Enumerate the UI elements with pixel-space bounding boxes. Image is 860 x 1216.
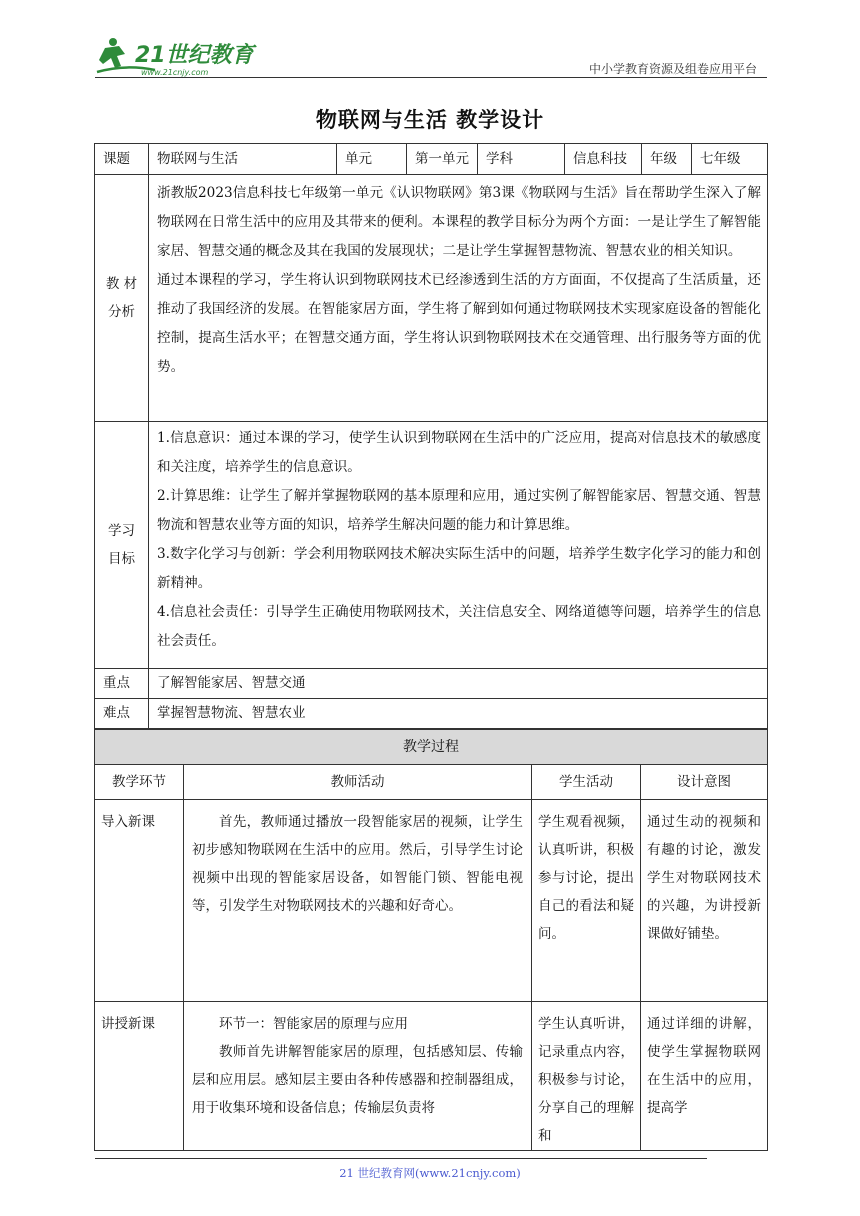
design-intent: 通过详细的讲解，使学生掌握物联网在生活中的应用，提高学 — [641, 1002, 768, 1151]
process-header-row — [95, 765, 768, 800]
teacher-activity: 首先，教师通过播放一段智能家居的视频，让学生初步感知物联网在生活中的应用。然后，引导学生讨论视频中出现的智能家居设备，如智能门锁、智能电视等，引发学生对物联网技术的兴趣和好奇心。 — [184, 800, 532, 1002]
table-row — [95, 800, 768, 1002]
course-info-table — [94, 143, 768, 729]
design-intent: 通过生动的视频和有趣的讨论，激发学生对物联网技术的兴趣，为讲授新课做好铺垫。 — [641, 800, 768, 1002]
analysis-row — [95, 175, 768, 422]
document-title: 物联网与生活 教学设计 — [315, 108, 545, 132]
teacher-activity-text: 教师首先讲解智能家居的原理，包括感知层、传输层和应用层。感知层主要由各种传感器和控制器组成，用于收集环境和设备信息；传输层负责将 — [192, 1044, 523, 1116]
column-header: 学生活动 — [532, 765, 641, 800]
info-row — [95, 144, 768, 175]
process-title-row — [95, 730, 768, 765]
footer-divider — [95, 1158, 707, 1159]
logo-text: 21世纪教育 — [135, 43, 254, 68]
subject-value: 信息科技 — [565, 144, 642, 175]
process-title: 教学过程 — [95, 730, 768, 765]
section-heading: 环节一：智能家居的原理与应用 — [219, 1016, 408, 1032]
stage-cell: 导入新课 — [95, 800, 184, 1002]
platform-name: 中小学教育资源及组卷应用平台 — [588, 62, 757, 76]
difficulty-value: 掌握智慧物流、智慧农业 — [149, 699, 768, 729]
footer-link[interactable]: 21 世纪教育网(www.21cnjy.com) — [339, 1166, 521, 1180]
objective-item: 1.信息意识：通过本课的学习，使学生认识到物联网在生活中的广泛应用，提高对信息技术的敏感度和关注度，培养学生的信息意识。 — [157, 430, 761, 475]
logo-url: www.21cnjy.com — [141, 68, 209, 77]
analysis-label: 教 材 分析 — [95, 175, 149, 422]
objectives-row — [95, 422, 768, 669]
key-point-row — [95, 669, 768, 699]
unit-value: 第一单元 — [407, 144, 478, 175]
objective-item: 3.数字化学习与创新：学会利用物联网技术解决实际生活中的问题，培养学生数字化学习的能力和创新精神。 — [157, 546, 761, 591]
table-row — [95, 1002, 768, 1151]
objectives-text — [149, 422, 768, 669]
analysis-paragraph-1: 浙教版2023信息科技七年级第一单元《认识物联网》第3课《物联网与生活》旨在帮助学生深入了解物联网在日常生活中的应用及其带来的便利。本课程的教学目标分为两个方面：一是让学生了解智能家居、智慧交通的概念及其在我国的发展现状；二是让学生掌握智慧物流、智慧农业的相关知识。 — [157, 185, 761, 259]
header-divider — [95, 77, 767, 78]
subject-label: 学科 — [478, 144, 565, 175]
key-point-value: 了解智能家居、智慧交通 — [149, 669, 768, 699]
column-header: 教学环节 — [95, 765, 184, 800]
objective-item: 2.计算思维：让学生了解并掌握物联网的基本原理和应用，通过实例了解智能家居、智慧交通、智慧物流和智慧农业等方面的知识，培养学生解决问题的能力和计算思维。 — [157, 488, 761, 533]
runner-logo-icon — [95, 34, 265, 78]
objective-item: 4.信息社会责任：引导学生正确使用物联网技术，关注信息安全、网络道德等问题，培养学生的信息社会责任。 — [157, 604, 761, 649]
page-header — [95, 30, 765, 80]
difficulty-label: 难点 — [95, 699, 149, 729]
grade-label: 年级 — [642, 144, 692, 175]
logo — [95, 34, 265, 78]
difficulty-row — [95, 699, 768, 729]
objectives-label: 学习 目标 — [95, 422, 149, 669]
student-activity: 学生认真听讲，记录重点内容，积极参与讨论，分享自己的理解和 — [532, 1002, 641, 1151]
student-activity: 学生观看视频，认真听讲，积极参与讨论，提出自己的看法和疑问。 — [532, 800, 641, 1002]
teaching-process-table — [94, 729, 768, 1151]
topic-label: 课题 — [95, 144, 149, 175]
analysis-text — [149, 175, 768, 422]
column-header: 设计意图 — [641, 765, 768, 800]
unit-label: 单元 — [337, 144, 407, 175]
topic-value: 物联网与生活 — [149, 144, 337, 175]
analysis-paragraph-2: 通过本课程的学习，学生将认识到物联网技术已经渗透到生活的方方面面，不仅提高了生活质量，还推动了我国经济的发展。在智能家居方面，学生将了解到如何通过物联网技术实现家庭设备的智能化控制，提高生活水平；在智慧交通方面，学生将认识到物联网技术在交通管理、出行服务等方面的优势。 — [157, 272, 761, 375]
grade-value: 七年级 — [692, 144, 768, 175]
key-point-label: 重点 — [95, 669, 149, 699]
teacher-activity — [184, 1002, 532, 1151]
column-header: 教师活动 — [184, 765, 532, 800]
stage-cell: 讲授新课 — [95, 1002, 184, 1151]
